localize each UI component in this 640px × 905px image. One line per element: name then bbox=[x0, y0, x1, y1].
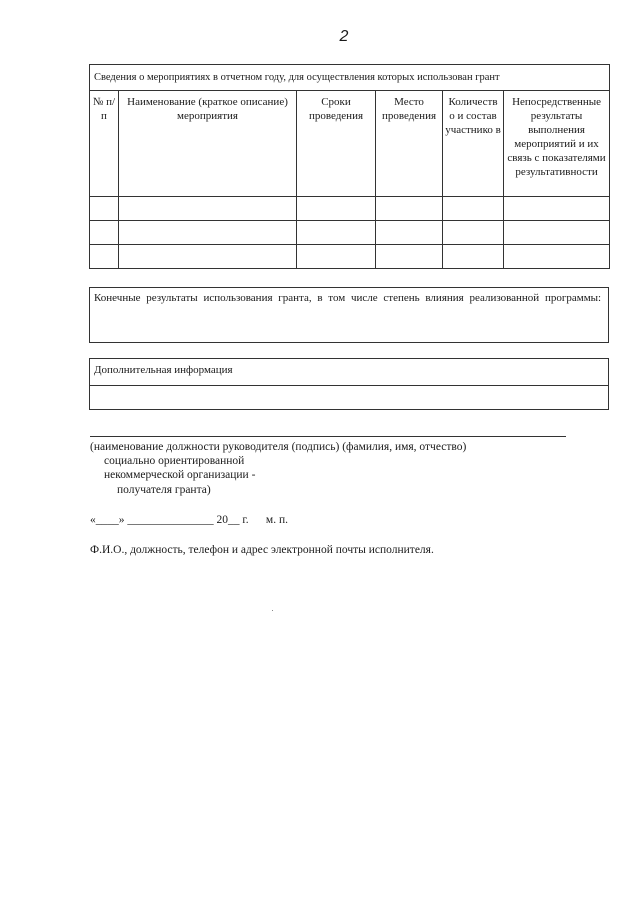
table-cell[interactable] bbox=[119, 221, 297, 245]
executor-contact-line: Ф.И.О., должность, телефон и адрес электронной почты исполнителя. bbox=[90, 544, 434, 556]
table-cell[interactable] bbox=[297, 245, 376, 269]
signature-caption-line-4: получателя гранта) bbox=[117, 484, 211, 496]
additional-info-title: Дополнительная информация bbox=[94, 364, 233, 376]
table-cell[interactable] bbox=[119, 245, 297, 269]
table-cell[interactable] bbox=[504, 221, 610, 245]
final-results-label: Конечные результаты использования гранта, в том числе степень влияния реализованной программы: bbox=[94, 292, 602, 304]
column-header-name: Наименование (краткое описание) мероприятия bbox=[119, 91, 297, 197]
scan-dot bbox=[272, 610, 273, 611]
table-caption: Сведения о мероприятиях в отчетном году, для осуществления которых использован грант bbox=[90, 65, 610, 91]
table-cell[interactable] bbox=[443, 245, 504, 269]
table-cell[interactable] bbox=[90, 197, 119, 221]
signature-caption-line-1: (наименование должности руководителя (подпись) (фамилия, имя, отчество) bbox=[90, 441, 467, 453]
final-results-box[interactable] bbox=[89, 287, 609, 343]
table-row bbox=[90, 245, 610, 269]
signature-caption-line-2: социально ориентированной bbox=[104, 455, 245, 467]
column-header-number: № п/п bbox=[90, 91, 119, 197]
signature-caption-line-3: некоммерческой организации - bbox=[104, 469, 256, 481]
column-header-place: Место проведения bbox=[376, 91, 443, 197]
table-cell[interactable] bbox=[90, 221, 119, 245]
table-cell[interactable] bbox=[504, 197, 610, 221]
page-number: 2 bbox=[339, 28, 349, 45]
table-cell[interactable] bbox=[119, 197, 297, 221]
table-cell[interactable] bbox=[504, 245, 610, 269]
additional-info-box[interactable] bbox=[89, 358, 609, 410]
signature-line bbox=[90, 436, 566, 437]
table-cell[interactable] bbox=[297, 221, 376, 245]
table-cell[interactable] bbox=[376, 245, 443, 269]
column-header-dates: Сроки проведения bbox=[297, 91, 376, 197]
table-cell[interactable] bbox=[443, 197, 504, 221]
table-cell[interactable] bbox=[90, 245, 119, 269]
table-header-row bbox=[90, 91, 610, 197]
column-header-results: Непосредственные результаты выполнения мероприятий и их связь с показателями результативности bbox=[504, 91, 610, 197]
table-cell[interactable] bbox=[376, 221, 443, 245]
table-row bbox=[90, 197, 610, 221]
table-cell[interactable] bbox=[443, 221, 504, 245]
table-cell[interactable] bbox=[297, 197, 376, 221]
additional-info-divider bbox=[90, 385, 608, 386]
date-and-stamp-line: «____» _______________ 20__ г. м. п. bbox=[90, 514, 288, 526]
activities-table bbox=[89, 64, 610, 269]
table-cell[interactable] bbox=[376, 197, 443, 221]
column-header-participants: Количеств о и состав участнико в bbox=[443, 91, 504, 197]
table-row bbox=[90, 221, 610, 245]
